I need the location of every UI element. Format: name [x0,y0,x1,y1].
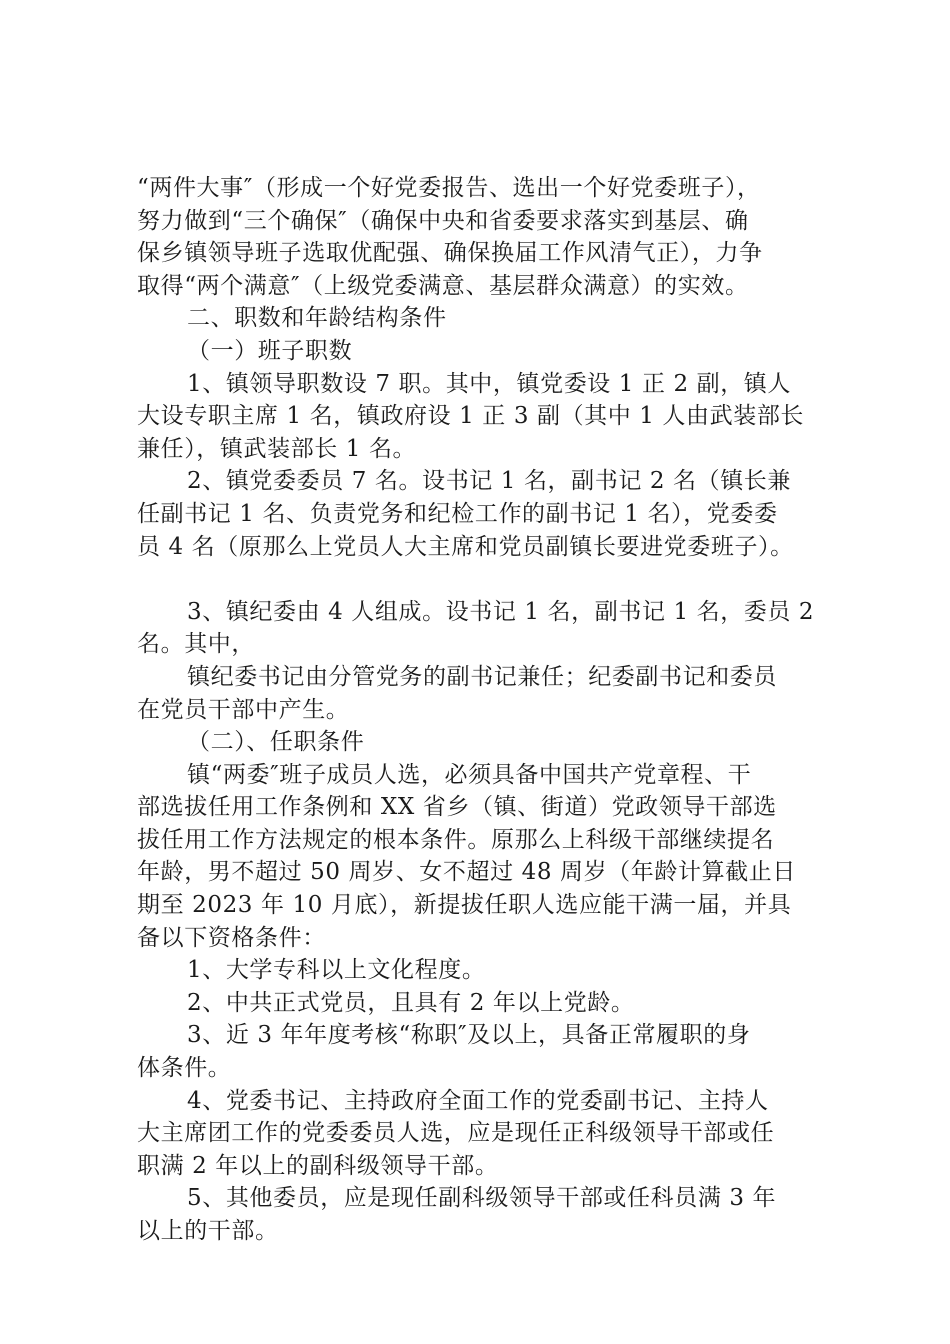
text-line: 努力做到“三个确保″（确保中央和省委要求落实到基层、确 [137,207,749,234]
text-line: （二）、任职条件 [187,729,365,756]
text-line: 兼任），镇武装部长 1 名。 [137,435,417,462]
text-line: 大设专职主席 1 名，镇政府设 1 正 3 副（其中 1 人由武装部长 [137,403,805,430]
text-line: 镇“两委″班子成员人选，必须具备中国共产党章程、干 [187,761,752,788]
text-line: 3、镇纪委由 4 人组成。设书记 1 名，副书记 1 名，委员 2 [187,598,815,625]
text-line: 3、近 3 年年度考核“称职″及以上，具备正常履职的身 [187,1022,751,1049]
text-line: 保乡镇领导班子选取优配强、确保换届工作风清气正），力争 [137,240,763,267]
document-body [137,172,827,1248]
text-line: 以上的干部。 [137,1218,279,1244]
text-line: “两件大事″（形成一个好党委报告、选出一个好党委班子）， [137,175,761,201]
text-line: 2、镇党委委员 7 名。设书记 1 名，副书记 2 名（镇长兼 [187,468,791,495]
text-line: 二、职数和年龄结构条件 [187,305,447,332]
text-line: 部选拔任用工作条例和 XX 省乡（镇、街道）党政领导干部选 [137,794,777,821]
text-line: 取得“两个满意″（上级党委满意、基层群众满意）的实效。 [137,272,749,299]
text-line: 年龄，男不超过 50 周岁、女不超过 48 周岁（年龄计算截止日 [137,859,796,886]
text-line: 体条件。 [137,1055,232,1082]
text-line: 1、镇领导职数设 7 职。其中，镇党委设 1 正 2 副，镇人 [187,370,791,397]
text-line: 在党员干部中产生。 [137,696,350,723]
text-line: 2、中共正式党员，且具有 2 年以上党龄。 [187,989,635,1016]
text-line: 1、大学专科以上文化程度。 [187,957,486,984]
text-line: 名。其中， [137,631,255,658]
text-line: 职满 2 年以上的副科级领导干部。 [137,1152,499,1179]
text-line: 任副书记 1 名、负责党务和纪检工作的副书记 1 名），党委委 [137,500,778,527]
text-line: 拔任用工作方法规定的根本条件。原那么上科级干部继续提名 [137,826,775,853]
text-line: 镇纪委书记由分管党务的副书记兼任；纪委副书记和委员 [187,663,777,690]
text-line: 4、党委书记、主持政府全面工作的党委副书记、主持人 [187,1087,769,1114]
blank-line [137,563,827,596]
text-line: 期至 2023 年 10 月底），新提拔任职人选应能干满一届，并具 [137,892,792,919]
text-line: 大主席团工作的党委委员人选，应是现任正科级领导干部或任 [137,1120,775,1147]
text-line: （一）班子职数 [187,337,353,364]
text-line: 5、其他委员，应是现任副科级领导干部或任科员满 3 年 [187,1185,777,1212]
text-line: 员 4 名（原那么上党员人大主席和党员副镇长要进党委班子）。 [137,533,794,560]
text-line: 备以下资格条件： [137,924,326,951]
